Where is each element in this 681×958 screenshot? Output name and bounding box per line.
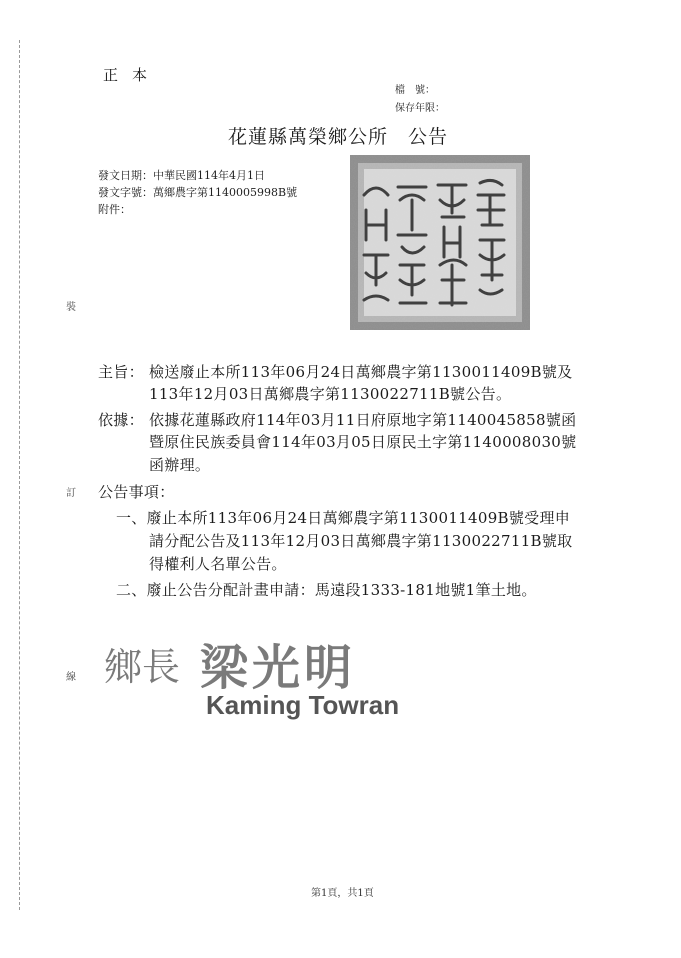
basis-text-line3: 函辦理。 (149, 456, 211, 474)
subject-text-line2: 113年12月03日萬鄉農字第1130022711B號公告。 (149, 385, 512, 403)
issue-number: 發文字號：萬鄉農字第1140005998B號 (98, 186, 298, 199)
page-footer: 第1頁，共1頁 (311, 888, 374, 899)
signature-stamp (104, 632, 424, 722)
attachment-label: 附件： (98, 203, 131, 216)
binding-mark-xian: 線 (66, 672, 76, 683)
announcement-items-label: 公告事項： (98, 483, 175, 501)
subject-label: 主旨： (98, 363, 144, 381)
binding-mark-zhuang: 裝 (66, 302, 76, 313)
basis-text-line1: 依據花蓮縣政府114年03月11日府原地字第1140045858號函 (149, 411, 577, 429)
signature-name: 梁光明 (200, 640, 357, 696)
binding-mark-ding: 訂 (66, 488, 76, 499)
official-seal (350, 155, 530, 330)
signature-roman-name: Kaming Towran (206, 690, 400, 720)
retention-label: 保存年限： (395, 103, 445, 114)
basis-label: 依據： (98, 411, 144, 429)
subject-text-line1: 檢送廢止本所113年06月24日萬鄉農字第1130011409B號及 (149, 363, 573, 381)
item1-line3: 得權利人名單公告。 (149, 555, 287, 573)
signature-title: 鄉長 (104, 645, 181, 689)
item1-line1: 一、廢止本所113年06月24日萬鄉農字第1130011409B號受理申 (116, 509, 571, 527)
document-title: 花蓮縣萬榮鄉公所 公告 (228, 126, 449, 148)
file-number-label: 檔 號： (395, 85, 435, 96)
basis-text-line2: 暨原住民族委員會114年03月05日原民土字第1140008030號 (149, 433, 577, 451)
item1-line2: 請分配公告及113年12月03日萬鄉農字第1130022711B號取 (149, 532, 573, 550)
issue-date: 發文日期：中華民國114年4月1日 (98, 169, 265, 182)
binding-line (19, 40, 21, 910)
copy-label: 正本 (103, 66, 162, 84)
item2-line1: 二、廢止公告分配計畫申請：馬遠段1333-181地號1筆土地。 (116, 581, 537, 599)
